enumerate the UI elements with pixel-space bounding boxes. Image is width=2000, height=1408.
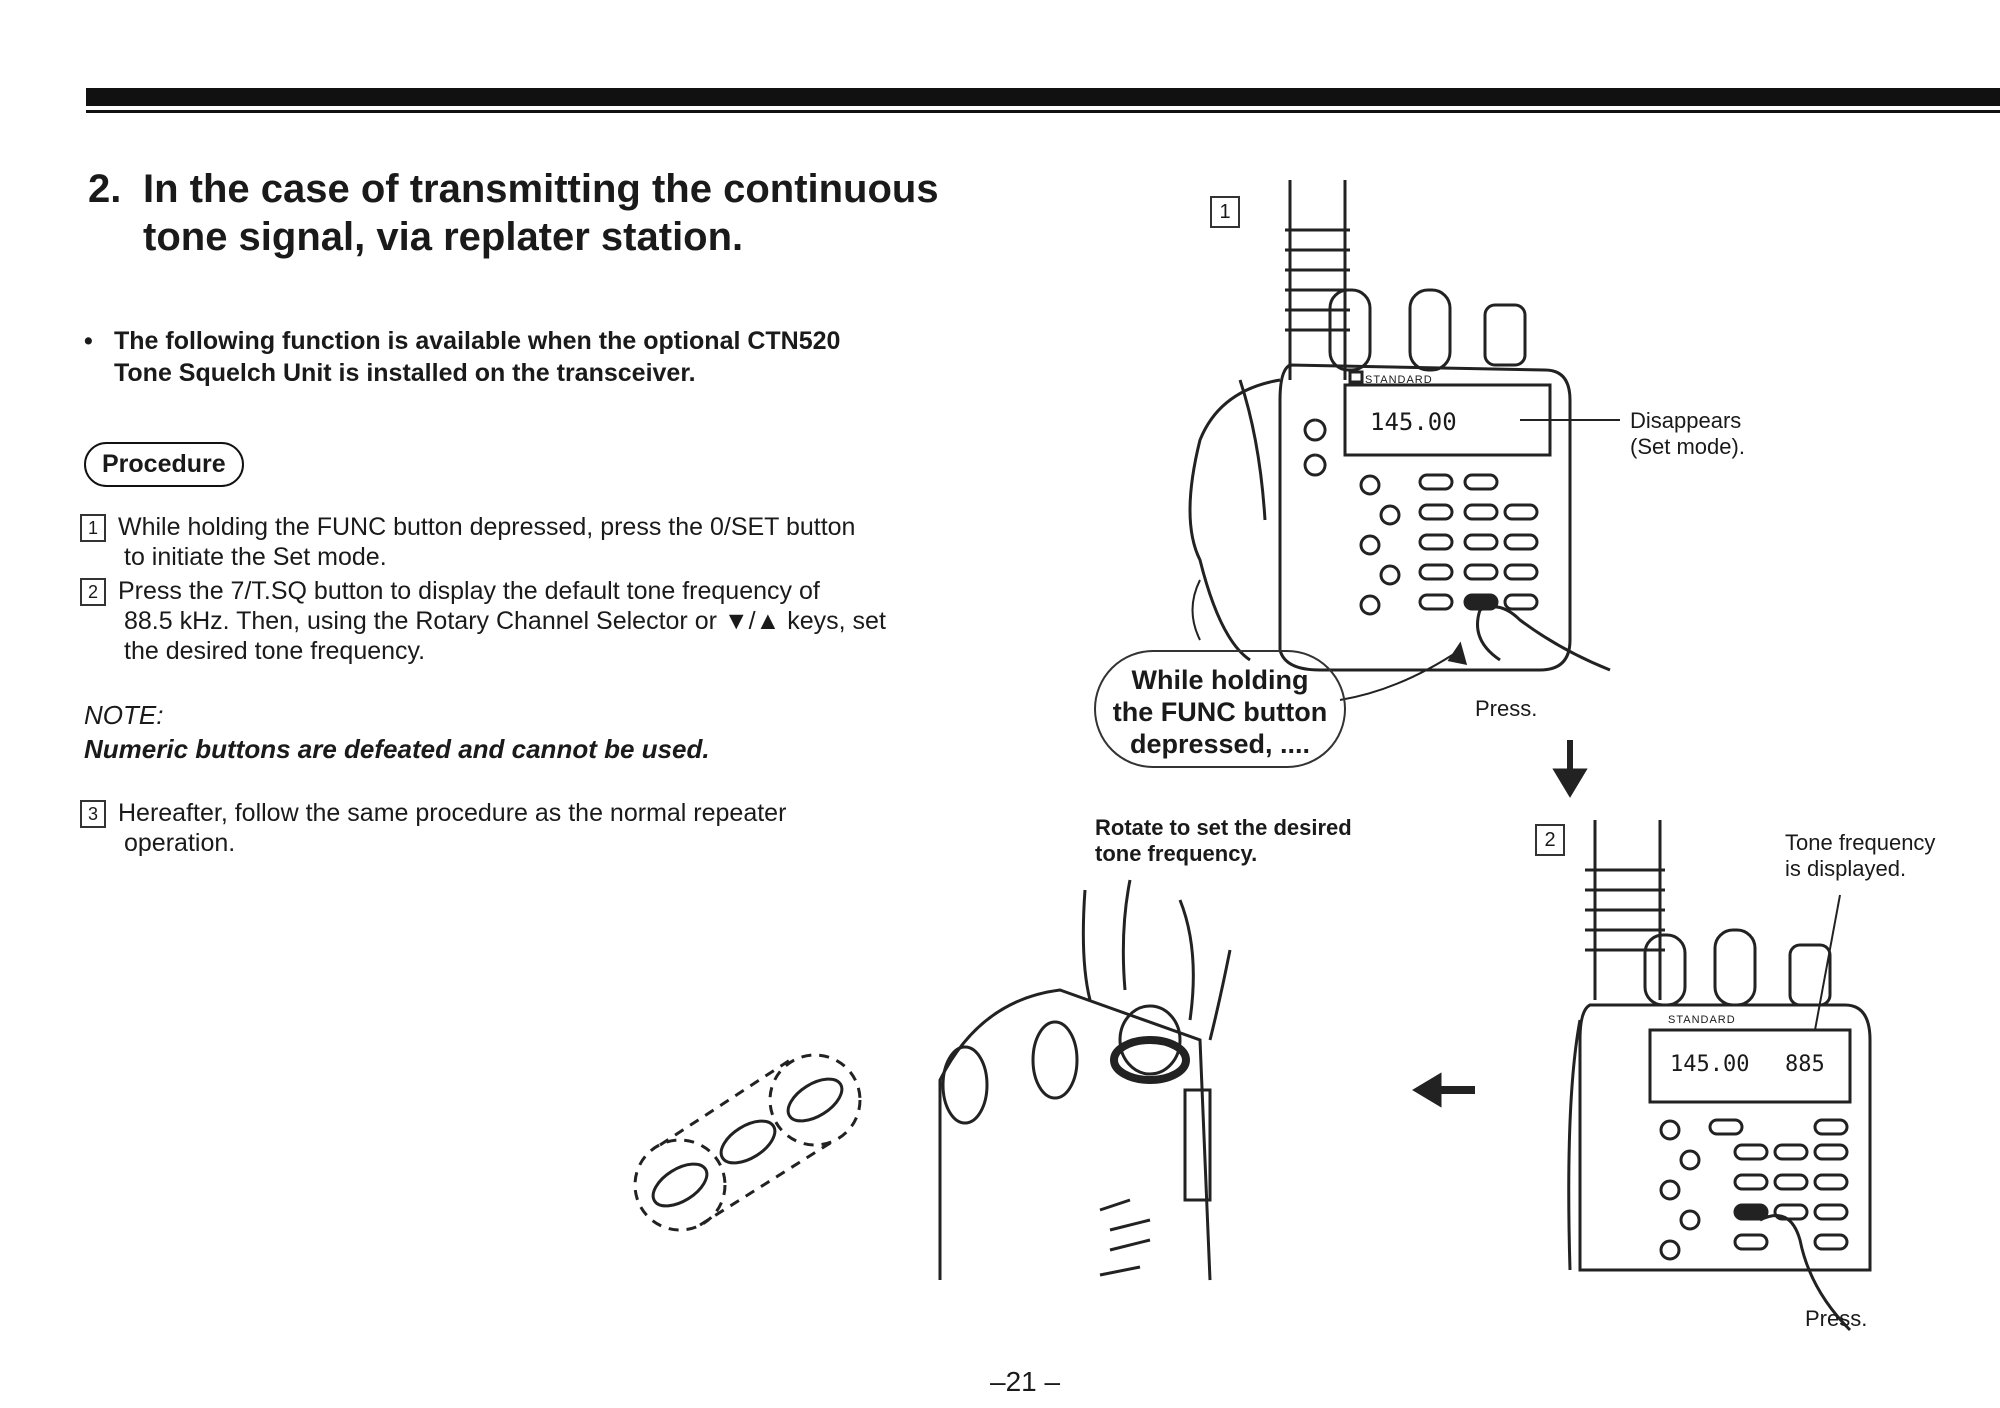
bubble-line2: the FUNC button — [1112, 697, 1328, 727]
radio-illustration-1 — [1190, 180, 1620, 700]
radio-top-illustration — [940, 880, 1230, 1280]
callout-bubble — [1094, 650, 1346, 768]
step-3-line2: operation. — [124, 829, 236, 858]
section-number: 2. — [88, 167, 122, 211]
figure-label-2: 2 — [1535, 824, 1565, 856]
step-2-line2: 88.5 kHz. Then, using the Rotary Channel Selector or ▼/▲ keys, set — [124, 607, 886, 636]
section-title-line1: In the case of transmitting the continuous — [143, 167, 939, 211]
radio-display-1: 145.00 — [1370, 408, 1457, 436]
caption-tone-line1: Tone frequency — [1785, 830, 1936, 855]
bubble-line1: While holding — [1131, 665, 1309, 695]
caption-disappears-line1: Disappears — [1630, 408, 1742, 433]
radio-display-2-tone: 885 — [1785, 1052, 1825, 1077]
radio-brand-2: STANDARD — [1668, 1014, 1736, 1026]
step-3-number: 3 — [80, 800, 106, 828]
bubble-line3: depressed, .... — [1129, 729, 1311, 759]
button-zoom-illustration — [635, 1055, 860, 1230]
caption-rotate-line2: tone frequency. — [1095, 841, 1258, 866]
caption-rotate-line1: Rotate to set the desired — [1095, 815, 1352, 840]
radio-brand-1: STANDARD — [1365, 374, 1433, 386]
section-title-line2: tone signal, via replater station. — [143, 215, 744, 259]
note-text: Numeric buttons are defeated and cannot be used. — [84, 734, 710, 764]
caption-tone-displayed — [1785, 830, 1935, 882]
caption-press-1: Press. — [1475, 696, 1538, 721]
caption-tone-line2: is displayed. — [1785, 856, 1907, 881]
step-2-line1: Press the 7/T.SQ button to display the default tone frequency of — [118, 577, 820, 605]
step-2-number: 2 — [80, 578, 106, 606]
procedure-label: Procedure — [84, 442, 244, 487]
step-1-number: 1 — [80, 514, 106, 542]
step-1-line2: to initiate the Set mode. — [124, 543, 387, 572]
page-number: –21 – — [990, 1366, 1061, 1397]
caption-disappears-line2: (Set mode). — [1630, 434, 1745, 459]
keypad-1 — [1361, 475, 1537, 614]
caption-disappears — [1630, 408, 1745, 460]
step-1-line1: While holding the FUNC button depressed, press the 0/SET button — [118, 513, 856, 541]
step-2-line3: the desired tone frequency. — [124, 637, 426, 666]
keypad-2 — [1661, 1120, 1847, 1259]
step-3-line1: Hereafter, follow the same procedure as the normal repeater — [118, 799, 787, 827]
bullet-line1: The following function is available when the optional CTN520 — [114, 327, 841, 355]
bullet-marker: • — [84, 327, 93, 355]
caption-press-2: Press. — [1805, 1306, 1868, 1331]
radio-display-2-freq: 145.00 — [1670, 1052, 1750, 1077]
left-arrow-icon — [1415, 1075, 1440, 1105]
caption-rotate — [1095, 815, 1352, 867]
down-arrow-icon — [1555, 770, 1585, 795]
figure-label-1: 1 — [1210, 196, 1240, 228]
bullet-line2: Tone Squelch Unit is installed on the transceiver. — [114, 359, 696, 387]
note-heading: NOTE: — [84, 700, 164, 730]
